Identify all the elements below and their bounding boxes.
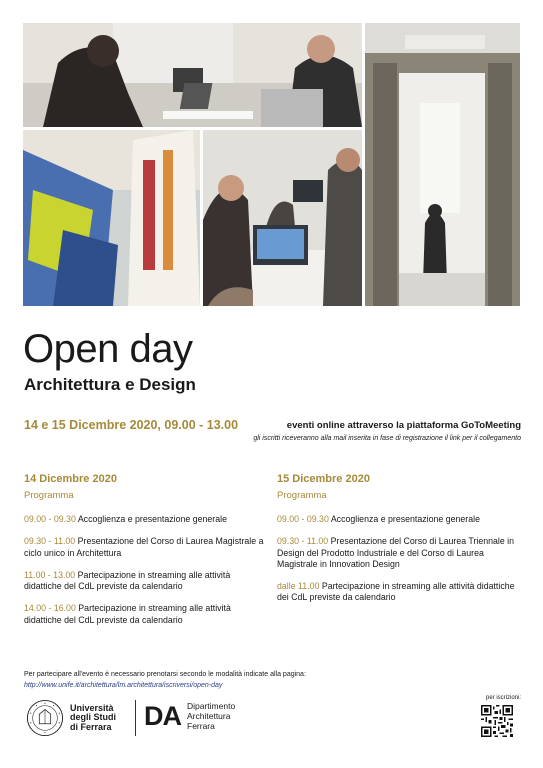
program-time: 09.30 - 11.00 xyxy=(24,536,76,547)
unife-name-line: degli Studi xyxy=(70,712,116,723)
program-item xyxy=(24,536,264,559)
program-item xyxy=(277,536,517,570)
day1-subtitle: Programma xyxy=(24,490,74,501)
day1-title: 14 Dicembre 2020 xyxy=(24,473,117,485)
program-item xyxy=(277,581,517,604)
photo-working-session xyxy=(203,130,362,306)
day1-program xyxy=(24,472,264,637)
day2-title: 15 Dicembre 2020 xyxy=(277,473,370,485)
program-text: Accoglienza e presentazione generale xyxy=(328,514,480,524)
program-time: 09.00 - 09.30 xyxy=(24,514,76,524)
unife-name-line: Università xyxy=(70,702,114,713)
program-text: Partecipazione in streaming alle attività didattiche del CdL previste da calendario xyxy=(24,603,231,625)
unife-name xyxy=(70,704,116,733)
signup-link[interactable]: http://www.unife.it/architettura/lm.architettura/iscriversi/open-day xyxy=(24,682,223,689)
online-info xyxy=(221,420,521,444)
program-time: 14.00 - 16.00 xyxy=(24,603,76,614)
program-text: Partecipazione in streaming alle attività didattiche del CdL previste da calendario xyxy=(24,569,231,592)
da-name xyxy=(187,701,235,731)
da-mark: DA xyxy=(144,701,181,731)
signup-note: Per partecipare all'evento è necessario prenotarsi secondo le modalità indicate alla pagina: xyxy=(24,671,306,678)
page-subtitle: Architettura e Design xyxy=(24,375,196,394)
program-item xyxy=(24,514,264,525)
photo-collage xyxy=(23,23,520,306)
da-name-line: Dipartimento xyxy=(187,701,236,711)
day2-program xyxy=(277,472,517,615)
program-text: Accoglienza e presentazione generale xyxy=(75,514,227,524)
unife-name-line: di Ferrara xyxy=(70,721,112,732)
program-item xyxy=(24,570,264,593)
program-time: 09.00 - 09.30 xyxy=(277,514,329,524)
program-time: 11.00 - 13.00 xyxy=(24,569,76,580)
program-text: Presentazione del Corso di Laurea Triennale in Design del Prodotto Industriale e del Corso di Laurea Magistrale in Innovation Design xyxy=(277,536,515,569)
day2-subtitle: Programma xyxy=(277,490,327,501)
da-name-line: Ferrara xyxy=(187,721,215,731)
unife-seal-icon xyxy=(26,699,64,737)
program-text: Partecipazione in streaming alle attività didattiche dei CdL previste da calendario xyxy=(277,581,515,603)
qr-code-icon[interactable] xyxy=(481,705,513,737)
da-logo xyxy=(144,701,235,731)
unife-logo xyxy=(26,698,136,738)
program-time: 09.30 - 11.00 xyxy=(277,536,329,547)
online-title: eventi online attraverso la piattaforma GoToMeeting xyxy=(286,420,521,431)
program-time: dalle 11.00 xyxy=(277,581,320,592)
page-title: Open day xyxy=(23,327,193,371)
online-note: gli iscritti riceveranno alla mail inserita in fase di registrazione il link per il collegamento xyxy=(253,435,521,442)
photo-doorway xyxy=(365,23,520,306)
event-dates: 14 e 15 Dicembre 2020, 09.00 - 13.00 xyxy=(24,418,239,432)
da-name-line: Architettura xyxy=(187,711,231,721)
photo-students-laptops xyxy=(23,23,362,127)
program-text: Presentazione del Corso di Laurea Magistrale a ciclo unico in Architettura xyxy=(24,536,264,558)
qr-label: per iscrizioni: xyxy=(485,695,521,701)
photo-models xyxy=(23,130,200,306)
program-item xyxy=(277,514,517,525)
program-item xyxy=(24,603,264,626)
logo-divider xyxy=(135,700,136,736)
